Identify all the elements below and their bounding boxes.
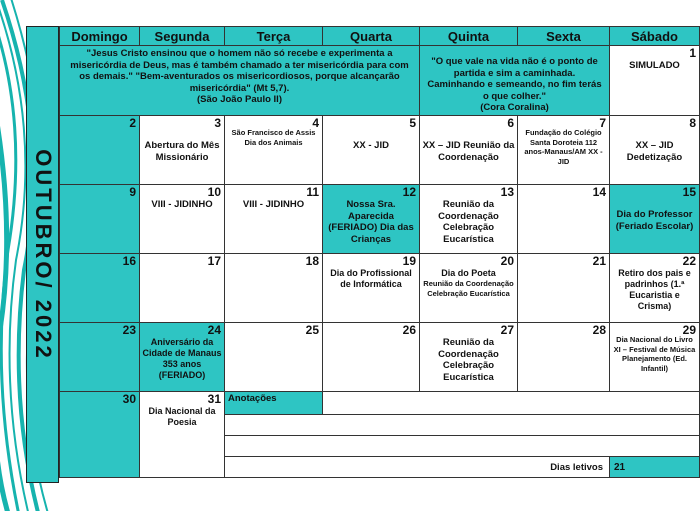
notes-line-1[interactable] <box>323 392 700 415</box>
day-cell-19[interactable] <box>323 254 420 323</box>
day-cell-13[interactable] <box>420 185 518 254</box>
day-cell-2[interactable] <box>60 116 140 185</box>
month-title-bar <box>26 26 59 483</box>
day-cell-15[interactable] <box>610 185 700 254</box>
day-number: 21 <box>592 254 606 268</box>
day-number: 24 <box>207 323 221 337</box>
day-number: 13 <box>500 185 514 199</box>
week-row-3 <box>60 185 700 254</box>
day-number: 25 <box>305 323 319 337</box>
day-number: 17 <box>207 254 221 268</box>
day-cell-9[interactable] <box>60 185 140 254</box>
day-event: Retiro dos pais e padrinhos (1.ª Eucaristia e Crisma) <box>618 268 691 311</box>
day-event: XX – JID Dedetização <box>626 140 683 163</box>
quote-left-author: (São João Paulo II) <box>197 94 282 105</box>
day-cell-3[interactable] <box>140 116 225 185</box>
day-number: 6 <box>507 116 514 130</box>
day-number: 7 <box>599 116 606 130</box>
day-number: 5 <box>409 116 416 130</box>
day-event-secondary: Reunião da Coordenação Celebração Eucarística <box>423 279 514 298</box>
day-number: 18 <box>305 254 319 268</box>
day-number: 19 <box>402 254 416 268</box>
weekday-monday: Segunda <box>140 27 225 46</box>
day-event: Reunião da Coordenação Celebração Eucarística <box>438 199 499 245</box>
day-number: 20 <box>500 254 514 268</box>
day-cell-16[interactable] <box>60 254 140 323</box>
day-number: 22 <box>682 254 696 268</box>
day-number: 15 <box>682 185 696 199</box>
day-cell-24[interactable] <box>140 323 225 392</box>
day-cell-31[interactable] <box>140 392 225 478</box>
week-row-4 <box>60 254 700 323</box>
day-event: VIII - JIDINHO <box>242 199 305 210</box>
day-cell-11[interactable] <box>225 185 323 254</box>
day-number: 23 <box>122 323 136 337</box>
weekday-wednesday: Quarta <box>323 27 420 46</box>
day-number: 31 <box>207 392 221 406</box>
day-cell-30[interactable] <box>60 392 140 478</box>
day-cell-26[interactable] <box>323 323 420 392</box>
day-number: 8 <box>689 116 696 130</box>
day-number: 29 <box>682 323 696 337</box>
day-cell-14[interactable] <box>518 185 610 254</box>
day-event: Dia Nacional da Poesia <box>148 406 216 427</box>
weekday-thursday: Quinta <box>420 27 518 46</box>
quote-right-text: "O que vale na vida não é o ponto de partida e sim a caminhada. Caminhando e semeando, no fim terás o que colher." <box>427 56 602 102</box>
day-cell-27[interactable] <box>420 323 518 392</box>
quote-right-cell <box>420 46 610 116</box>
quote-left-text: "Jesus Cristo ensinou que o homem não só recebe e experimenta a misericórdia de Deus, mas é também chamado a ter misericórdia para com os demais." "Bem-aventurados os misericordiosos, porque alcançarão misericórdia" (Mt 5,7). <box>70 48 409 94</box>
day-event: Reunião da Coordenação Celebração Eucarística <box>438 337 499 383</box>
day-cell-1[interactable] <box>610 46 700 116</box>
day-number: 2 <box>129 116 136 130</box>
quote-left-cell <box>60 46 420 116</box>
weekday-tuesday: Terça <box>225 27 323 46</box>
week-row-6 <box>60 392 700 415</box>
day-number: 10 <box>207 185 221 199</box>
week-row-1 <box>60 46 700 116</box>
day-event: Dia do Profissional de Informática <box>330 268 412 289</box>
notes-line-2[interactable] <box>225 415 700 436</box>
day-cell-22[interactable] <box>610 254 700 323</box>
day-event: XX - JID <box>353 140 389 151</box>
day-number: 28 <box>592 323 606 337</box>
day-event: Dia do Professor (Feriado Escolar) <box>615 209 694 232</box>
school-days-value: 21 <box>610 457 700 478</box>
day-cell-25[interactable] <box>225 323 323 392</box>
day-event: Aniversário da Cidade de Manaus 353 anos (FERIADO) <box>142 337 222 380</box>
day-event: São Francisco de Assis Dia dos Animais <box>231 128 316 147</box>
day-event: Abertura do Mês Missionário <box>144 140 220 163</box>
day-cell-21[interactable] <box>518 254 610 323</box>
day-event: Dia do Poeta <box>441 268 496 278</box>
weekday-header-row <box>60 27 700 46</box>
day-cell-10[interactable] <box>140 185 225 254</box>
weekday-saturday: Sábado <box>610 27 700 46</box>
day-number: 30 <box>122 392 136 406</box>
day-cell-5[interactable] <box>323 116 420 185</box>
day-cell-7[interactable] <box>518 116 610 185</box>
week-row-5 <box>60 323 700 392</box>
quote-right-author: (Cora Coralina) <box>480 102 549 113</box>
day-event: Nossa Sra. Aparecida (FERIADO) Dia das Crianças <box>328 199 414 245</box>
day-number: 27 <box>500 323 514 337</box>
day-number: 4 <box>312 116 319 130</box>
day-number: 26 <box>402 323 416 337</box>
day-cell-29[interactable] <box>610 323 700 392</box>
day-number: 11 <box>306 185 319 199</box>
day-cell-6[interactable] <box>420 116 518 185</box>
day-number: 9 <box>129 185 136 199</box>
day-event: Dia Nacional do Livro XI – Festival de Música Planejamento (Ed. Infantil) <box>613 335 696 373</box>
day-cell-20[interactable] <box>420 254 518 323</box>
calendar-grid <box>59 26 700 478</box>
day-cell-4[interactable] <box>225 116 323 185</box>
weekday-sunday: Domingo <box>60 27 140 46</box>
day-cell-17[interactable] <box>140 254 225 323</box>
day-cell-12[interactable] <box>323 185 420 254</box>
week-row-2 <box>60 116 700 185</box>
notes-label: Anotações <box>225 392 323 415</box>
day-number: 16 <box>122 254 136 268</box>
day-event: SIMULADO <box>629 60 680 71</box>
month-title: OUTUBRO/ 2022 <box>30 148 56 361</box>
school-days-label: Dias letivos <box>225 457 610 478</box>
day-cell-23[interactable] <box>60 323 140 392</box>
day-event: VIII - JIDINHO <box>151 199 213 210</box>
day-cell-28[interactable] <box>518 323 610 392</box>
day-number: 1 <box>689 46 696 60</box>
day-cell-8[interactable] <box>610 116 700 185</box>
day-event: Fundação do Colégio Santa Doroteia 112 anos-Manaus/AM XX - JID <box>524 128 603 166</box>
notes-line-3[interactable] <box>225 436 700 457</box>
day-number: 14 <box>592 185 606 199</box>
day-event: XX – JID Reunião da Coordenação <box>422 140 515 163</box>
day-number: 12 <box>402 185 416 199</box>
day-cell-18[interactable] <box>225 254 323 323</box>
weekday-friday: Sexta <box>518 27 610 46</box>
day-number: 3 <box>214 116 221 130</box>
